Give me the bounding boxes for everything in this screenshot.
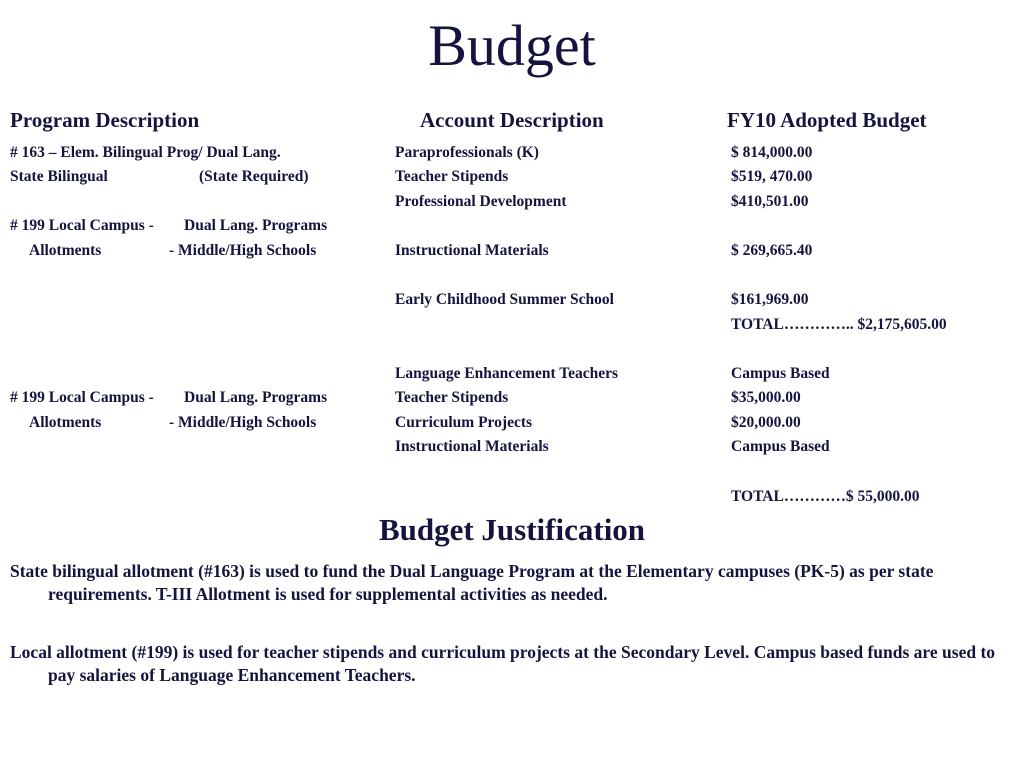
program-row-state-bilingual: State Bilingual xyxy=(10,168,108,185)
header-fy10-adopted-budget: FY10 Adopted Budget xyxy=(727,108,927,132)
program-row-allotments: Allotments xyxy=(29,242,102,259)
budget-cell: $410,501.00 xyxy=(731,193,809,210)
account-cell: Language Enhancement Teachers xyxy=(395,365,619,382)
budget-cell: $519, 470.00 xyxy=(731,168,813,185)
program-row-middle-high-schools: - Middle/High Schools xyxy=(169,242,317,259)
budget-cell: $20,000.00 xyxy=(731,414,801,431)
account-cell: Instructional Materials xyxy=(395,242,549,259)
budget-total-1: TOTAL………….. $2,175,605.00 xyxy=(731,316,947,333)
program-row-state-required: (State Required) xyxy=(199,168,309,185)
account-cell: Early Childhood Summer School xyxy=(395,291,614,308)
budget-total-2: TOTAL…………$ 55,000.00 xyxy=(731,488,920,505)
page-title: Budget xyxy=(428,13,596,78)
program-row-199-local-campus-2: # 199 Local Campus - xyxy=(10,389,154,406)
budget-cell: $35,000.00 xyxy=(731,389,801,406)
budget-cell: $161,969.00 xyxy=(731,291,809,308)
budget-cell: Campus Based xyxy=(731,365,830,382)
account-cell: Teacher Stipends xyxy=(395,389,509,406)
account-cell: Teacher Stipends xyxy=(395,168,509,185)
program-row-allotments-2: Allotments xyxy=(29,414,102,431)
justification-paragraph-1: State bilingual allotment (#163) is used to fund the Dual Language Program at the Elementary campuses (PK-5) as per state requirements. T-III Allotment is used for supplemental activities as needed. xyxy=(10,561,934,604)
header-program-description: Program Description xyxy=(10,108,200,132)
budget-cell: $ 814,000.00 xyxy=(731,144,813,161)
budget-cell: $ 269,665.40 xyxy=(731,242,813,259)
account-cell: Paraprofessionals (K) xyxy=(395,144,539,161)
budget-justification-title: Budget Justification xyxy=(378,512,646,547)
program-row-163: # 163 – Elem. Bilingual Prog/ Dual Lang. xyxy=(10,144,281,161)
justification-paragraph-2: Local allotment (#199) is used for teacher stipends and curriculum projects at the Secondary Level. Campus based funds are used to pay salaries of Language Enhancement Teachers. xyxy=(10,642,996,685)
account-cell: Instructional Materials xyxy=(395,438,549,455)
program-row-middle-high-schools-2: - Middle/High Schools xyxy=(169,414,317,431)
program-row-dual-lang-programs: Dual Lang. Programs xyxy=(184,217,328,234)
budget-cell: Campus Based xyxy=(731,438,830,455)
account-cell: Curriculum Projects xyxy=(395,414,533,431)
account-cell: Professional Development xyxy=(395,193,567,210)
header-account-description: Account Description xyxy=(420,108,604,132)
program-row-199-local-campus: # 199 Local Campus - xyxy=(10,217,154,234)
program-row-dual-lang-programs-2: Dual Lang. Programs xyxy=(184,389,328,406)
